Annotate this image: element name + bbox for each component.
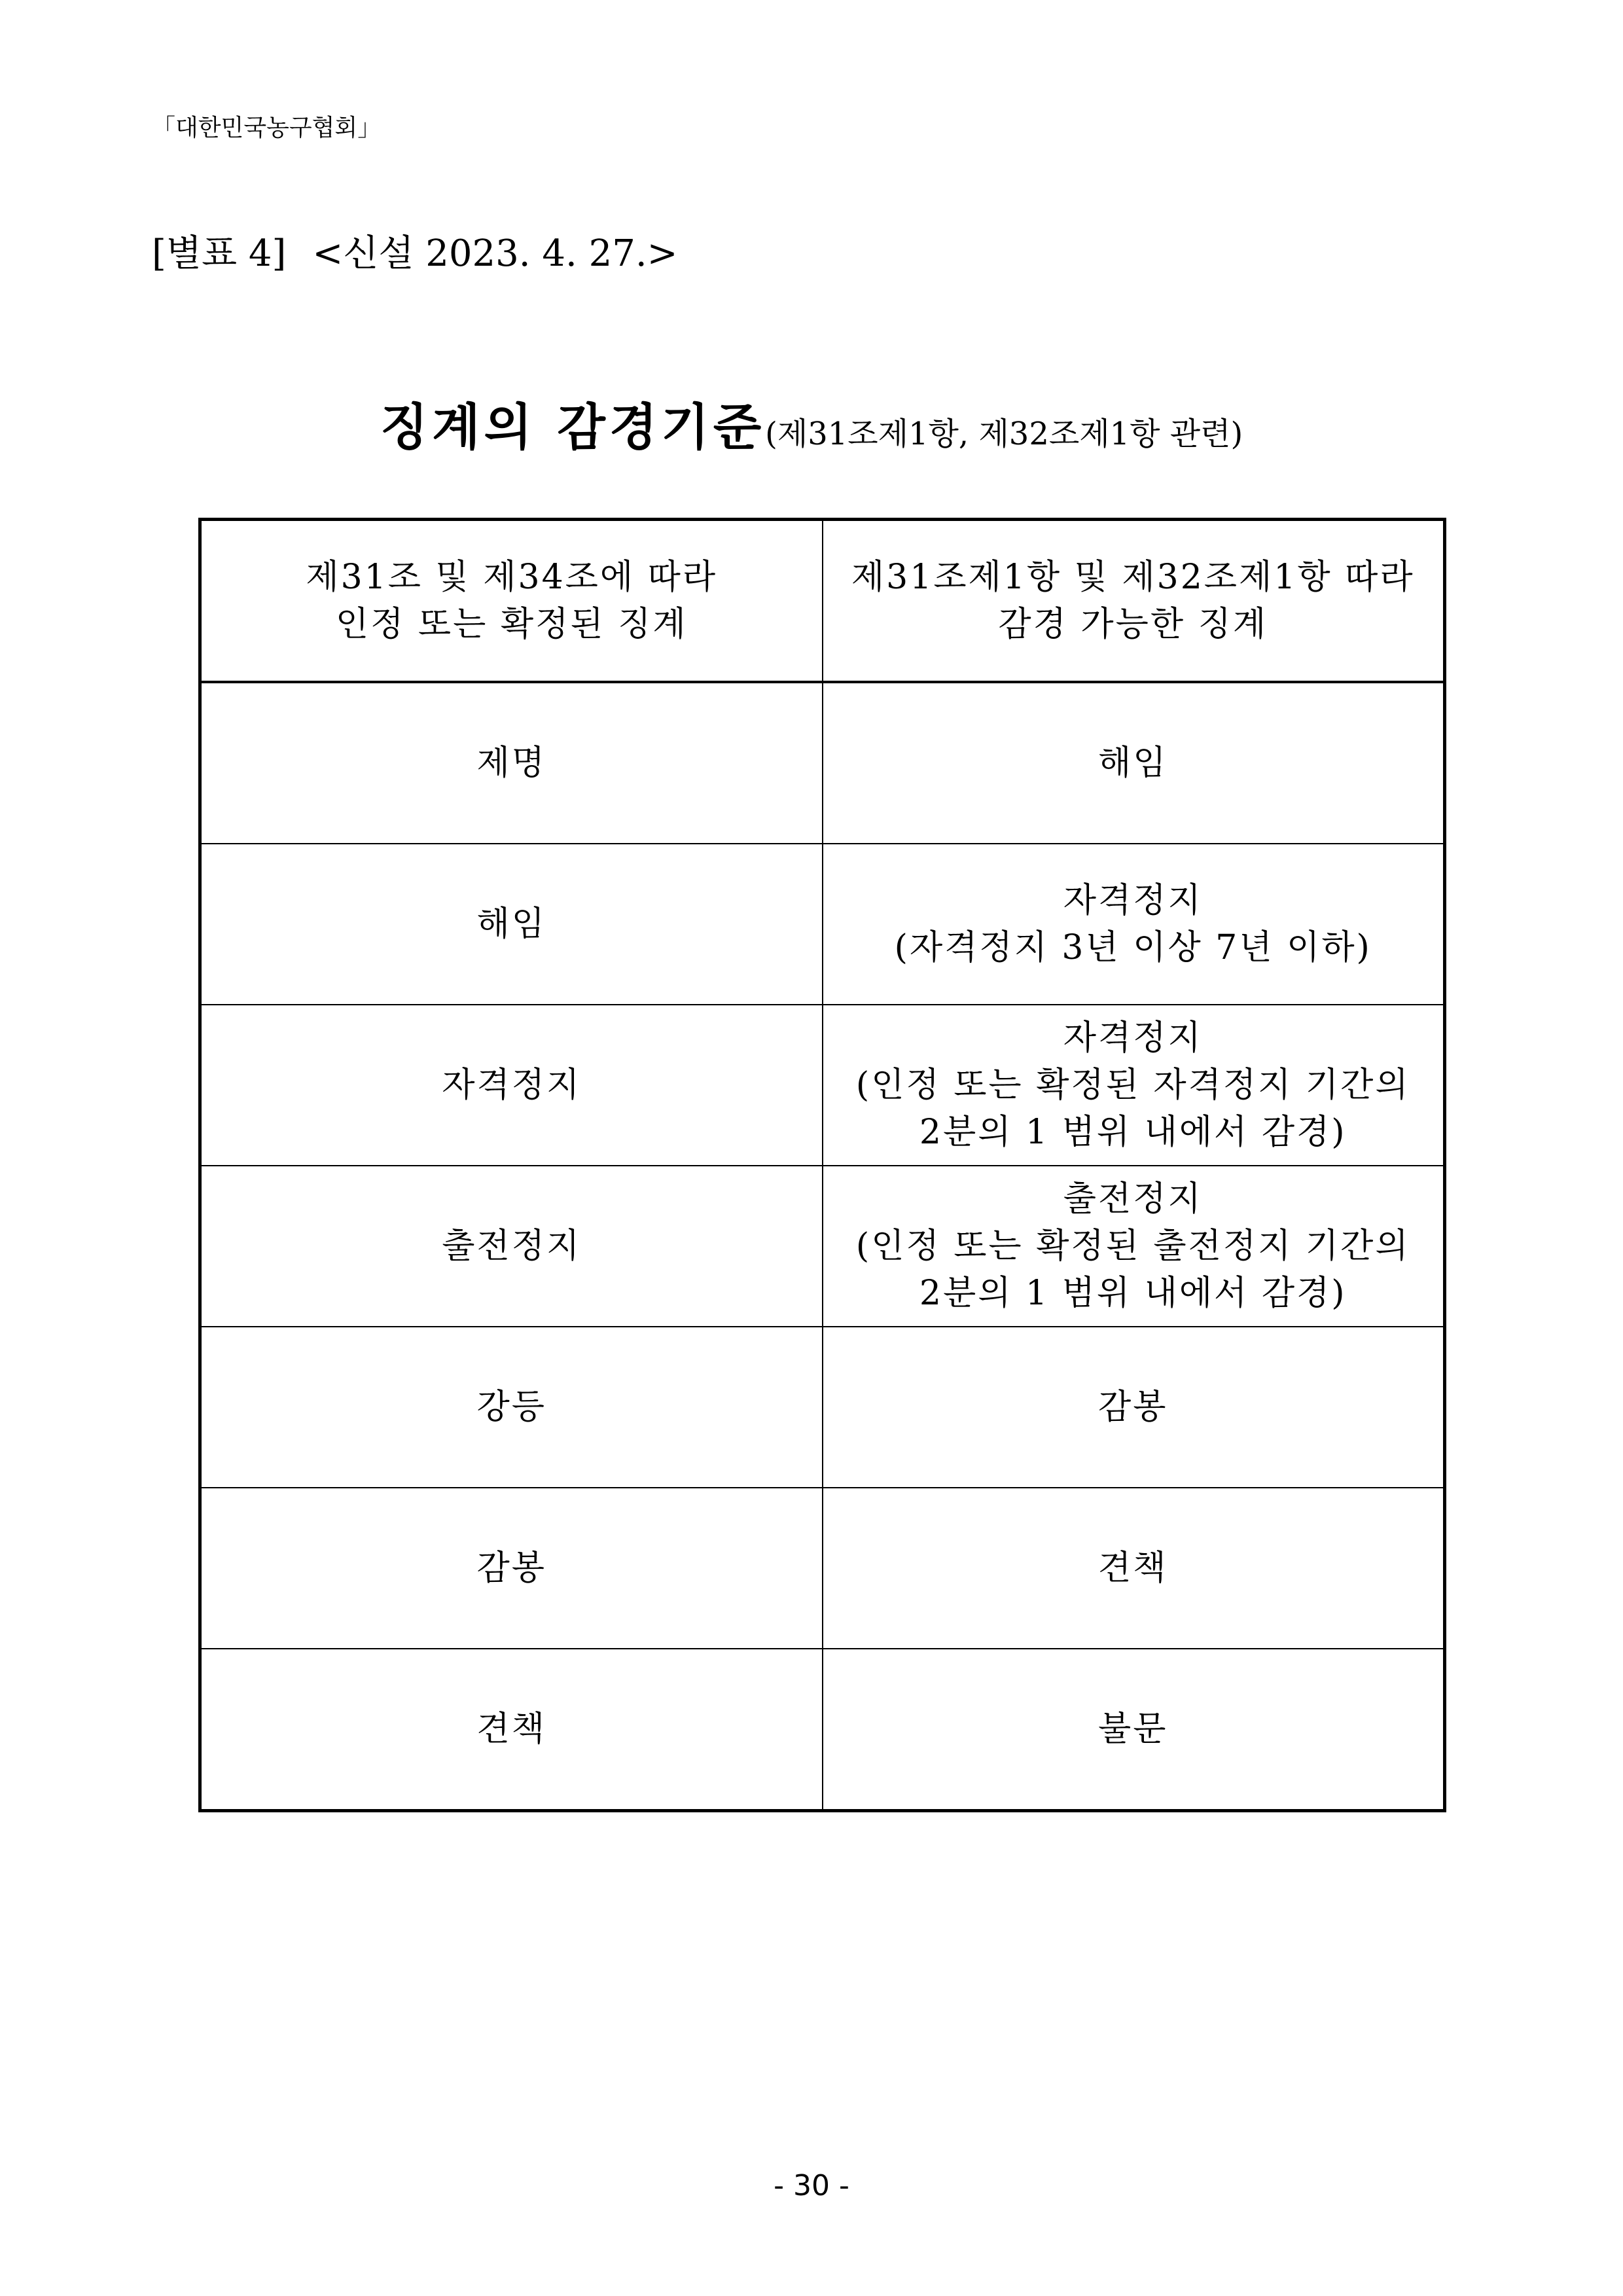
- table-row: [200, 682, 1445, 844]
- table-header-row: [200, 520, 1445, 683]
- cell-line: 해임: [476, 905, 546, 944]
- reduced-discipline-cell: [823, 1649, 1445, 1811]
- header-line: 감경 가능한 징계: [998, 605, 1268, 644]
- cell-line: 자격정지: [442, 1066, 582, 1105]
- cell-line: 제명: [476, 744, 546, 783]
- reduction-criteria-table: [198, 518, 1446, 1812]
- cell-line: (인정 또는 확정된 자격정지 기간의: [855, 1066, 1410, 1105]
- table-row: [200, 1327, 1445, 1488]
- reduced-discipline-cell: [823, 682, 1445, 844]
- cell-line: 견책: [476, 1710, 546, 1749]
- cell-line: (자격정지 3년 이상 7년 이하): [894, 928, 1372, 967]
- original-discipline-cell: [200, 1166, 823, 1327]
- header-line: 인정 또는 확정된 징계: [335, 605, 688, 644]
- cell-line: 감봉: [1098, 1388, 1168, 1427]
- cell-line: 견책: [1098, 1549, 1168, 1588]
- cell-line: 출전정지: [442, 1227, 582, 1266]
- cell-line: 출전정지: [1063, 1179, 1203, 1219]
- original-discipline-cell: [200, 1649, 823, 1811]
- cell-line: 감봉: [476, 1549, 546, 1588]
- reduced-discipline-cell: [823, 844, 1445, 1005]
- header-reducible-discipline: [823, 520, 1445, 683]
- document-title: [0, 391, 1623, 477]
- reduced-discipline-cell: [823, 1166, 1445, 1327]
- appendix-label: [별표 4]: [152, 232, 287, 275]
- cell-line: 자격정지: [1063, 881, 1203, 920]
- amendment-note: <신설 2023. 4. 27.>: [312, 232, 678, 275]
- original-discipline-cell: [200, 1488, 823, 1649]
- header-line: 제31조제1항 및 제32조제1항 따라: [851, 558, 1415, 597]
- cell-line: 자격정지: [1063, 1018, 1203, 1058]
- table-row: [200, 1488, 1445, 1649]
- original-discipline-cell: [200, 844, 823, 1005]
- organization-header: 「대한민국농구협회」: [152, 115, 382, 141]
- reduced-discipline-cell: [823, 1488, 1445, 1649]
- header-original-discipline: [200, 520, 823, 683]
- title-main: 징계의 감경기준: [380, 398, 766, 456]
- cell-line: 해임: [1098, 744, 1168, 783]
- cell-line: 2분의 1 범위 내에서 감경): [919, 1113, 1347, 1152]
- reduced-discipline-cell: [823, 1327, 1445, 1488]
- page-number: - 30 -: [774, 2169, 849, 2202]
- header-line: 제31조 및 제34조에 따라: [306, 558, 718, 597]
- cell-line: (인정 또는 확정된 출전정지 기간의: [855, 1227, 1410, 1266]
- table-row: [200, 1166, 1445, 1327]
- title-subtitle: (제31조제1항, 제32조제1항 관련): [765, 416, 1243, 452]
- original-discipline-cell: [200, 682, 823, 844]
- original-discipline-cell: [200, 1005, 823, 1166]
- table-row: [200, 1005, 1445, 1166]
- cell-line: 강등: [476, 1388, 546, 1427]
- appendix-line: [152, 230, 678, 278]
- table-row: [200, 1649, 1445, 1811]
- cell-line: 불문: [1098, 1710, 1168, 1749]
- cell-line: 2분의 1 범위 내에서 감경): [919, 1274, 1347, 1313]
- table-row: [200, 844, 1445, 1005]
- reduced-discipline-cell: [823, 1005, 1445, 1166]
- original-discipline-cell: [200, 1327, 823, 1488]
